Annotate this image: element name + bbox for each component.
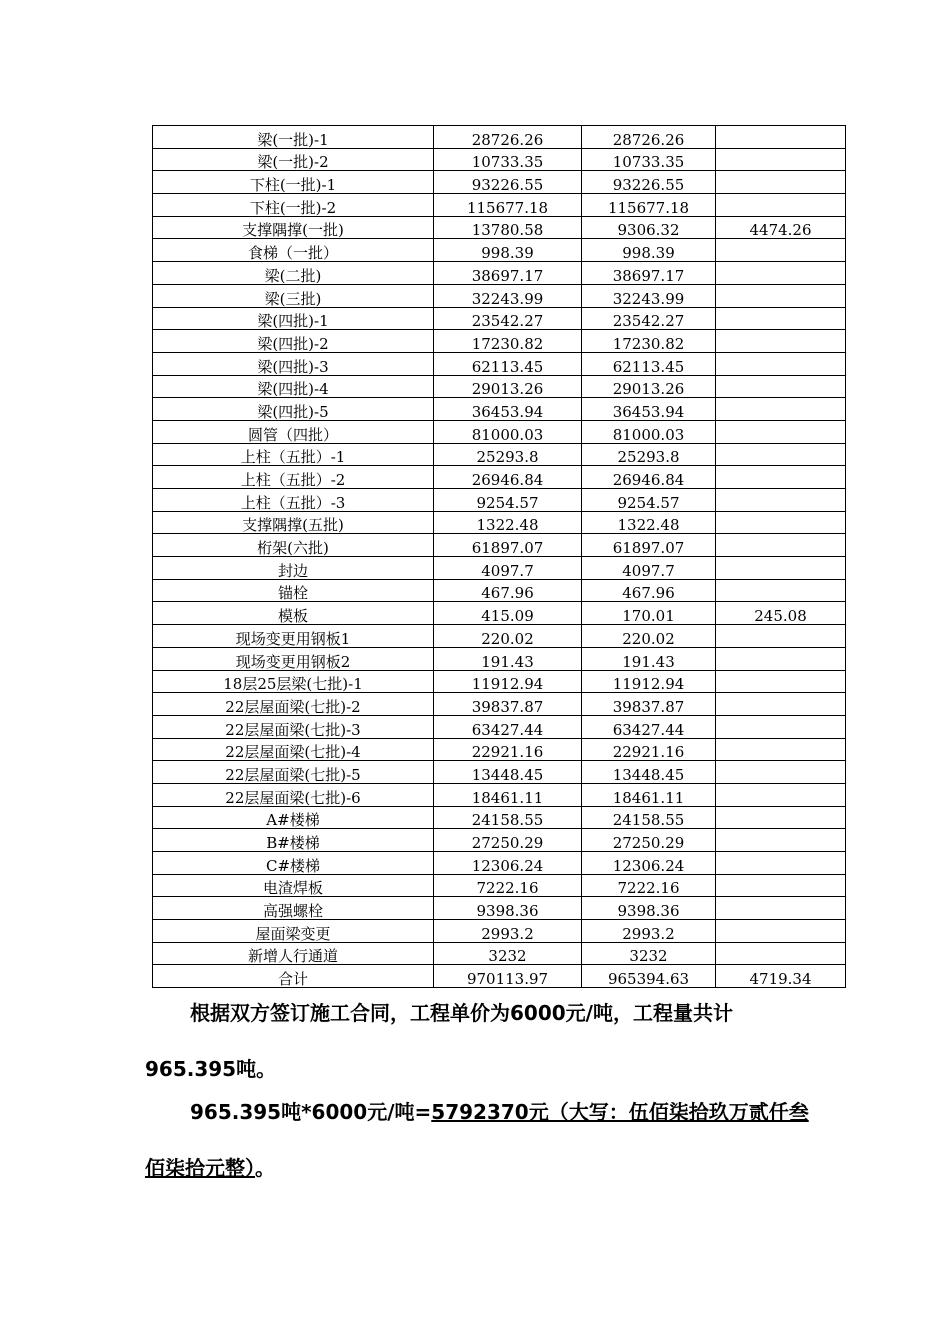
table-row (153, 330, 846, 353)
item-name-cell: 梁(一批)-1 (153, 126, 434, 149)
item-name-cell: 22层屋面梁(七批)-6 (153, 783, 434, 806)
difference-cell (716, 284, 846, 307)
item-name-cell: 锚栓 (153, 579, 434, 602)
amount-cell: 81000.03 (434, 420, 582, 443)
item-name-cell: 22层屋面梁(七批)-2 (153, 693, 434, 716)
confirmed-amount-cell: 9254.57 (582, 489, 716, 512)
amount-cell: 18461.11 (434, 783, 582, 806)
total-amount-paragraph (145, 1084, 815, 1196)
item-name-cell: 上柱（五批）-3 (153, 489, 434, 512)
difference-cell (716, 579, 846, 602)
table-row (153, 715, 846, 738)
difference-cell (716, 715, 846, 738)
confirmed-amount-cell: 7222.16 (582, 874, 716, 897)
amount-cell: 62113.45 (434, 352, 582, 375)
table-row (153, 602, 846, 625)
difference-cell (716, 852, 846, 875)
confirmed-amount-cell: 39837.87 (582, 693, 716, 716)
amount-cell: 23542.27 (434, 307, 582, 330)
confirmed-amount-cell: 12306.24 (582, 852, 716, 875)
amount-cell: 4097.7 (434, 557, 582, 580)
difference-cell: 4474.26 (716, 216, 846, 239)
table-row (153, 738, 846, 761)
amount-cell: 12306.24 (434, 852, 582, 875)
item-name-cell: 新增人行通道 (153, 942, 434, 965)
item-name-cell: 22层屋面梁(七批)-5 (153, 761, 434, 784)
confirmed-amount-cell: 2993.2 (582, 920, 716, 943)
quantity-table (152, 125, 846, 988)
item-name-cell: B#楼梯 (153, 829, 434, 852)
contract-price-paragraph (145, 985, 815, 1097)
table-row (153, 420, 846, 443)
item-name-cell: 梁(四批)-3 (153, 352, 434, 375)
table-row (153, 443, 846, 466)
item-name-cell: 下柱(一批)-2 (153, 194, 434, 217)
difference-cell (716, 557, 846, 580)
table-row (153, 852, 846, 875)
difference-cell (716, 738, 846, 761)
item-name-cell: 上柱（五批）-2 (153, 466, 434, 489)
confirmed-amount-cell: 32243.99 (582, 284, 716, 307)
amount-cell: 9398.36 (434, 897, 582, 920)
item-name-cell: 梁(二批) (153, 262, 434, 285)
confirmed-amount-cell: 10733.35 (582, 148, 716, 171)
difference-cell (716, 352, 846, 375)
item-name-cell: 食梯（一批） (153, 239, 434, 262)
table-row (153, 647, 846, 670)
difference-cell (716, 330, 846, 353)
confirmed-amount-cell: 467.96 (582, 579, 716, 602)
difference-cell (716, 171, 846, 194)
difference-cell (716, 534, 846, 557)
calculation-text: 965.395吨*6000元/吨= (190, 1100, 432, 1124)
amount-cell: 415.09 (434, 602, 582, 625)
confirmed-amount-cell: 23542.27 (582, 307, 716, 330)
amount-cell: 115677.18 (434, 194, 582, 217)
item-name-cell: 支撑隅撑(一批) (153, 216, 434, 239)
table-row (153, 489, 846, 512)
table-row (153, 534, 846, 557)
difference-cell: 4719.34 (716, 965, 846, 988)
table-row (153, 262, 846, 285)
amount-cell: 27250.29 (434, 829, 582, 852)
amount-cell: 7222.16 (434, 874, 582, 897)
item-name-cell: 现场变更用钢板1 (153, 625, 434, 648)
difference-cell (716, 897, 846, 920)
item-name-cell: 模板 (153, 602, 434, 625)
amount-cell: 28726.26 (434, 126, 582, 149)
confirmed-amount-cell: 965394.63 (582, 965, 716, 988)
amount-cell: 38697.17 (434, 262, 582, 285)
confirmed-amount-cell: 63427.44 (582, 715, 716, 738)
confirmed-amount-cell: 18461.11 (582, 783, 716, 806)
amount-cell: 25293.8 (434, 443, 582, 466)
difference-cell (716, 693, 846, 716)
table-row (153, 216, 846, 239)
amount-cell: 191.43 (434, 647, 582, 670)
item-name-cell: 支撑隅撑(五批) (153, 511, 434, 534)
amount-cell: 26946.84 (434, 466, 582, 489)
confirmed-amount-cell: 4097.7 (582, 557, 716, 580)
difference-cell (716, 942, 846, 965)
table-row (153, 239, 846, 262)
difference-cell (716, 307, 846, 330)
difference-cell (716, 829, 846, 852)
table-row (153, 511, 846, 534)
contract-price-text: 根据双方签订施工合同，工程单价为6000元/吨，工程量共计965.395吨。 (145, 1001, 733, 1081)
amount-cell: 17230.82 (434, 330, 582, 353)
item-name-cell: C#楼梯 (153, 852, 434, 875)
table-row (153, 874, 846, 897)
table-row (153, 942, 846, 965)
item-name-cell: 梁(四批)-1 (153, 307, 434, 330)
difference-cell (716, 511, 846, 534)
amount-cell: 467.96 (434, 579, 582, 602)
confirmed-amount-cell: 115677.18 (582, 194, 716, 217)
amount-cell: 32243.99 (434, 284, 582, 307)
table-row (153, 375, 846, 398)
amount-cell: 13780.58 (434, 216, 582, 239)
confirmed-amount-cell: 17230.82 (582, 330, 716, 353)
difference-cell (716, 920, 846, 943)
confirmed-amount-cell: 28726.26 (582, 126, 716, 149)
amount-cell: 93226.55 (434, 171, 582, 194)
item-name-cell: 梁(四批)-5 (153, 398, 434, 421)
amount-cell: 3232 (434, 942, 582, 965)
confirmed-amount-cell: 1322.48 (582, 511, 716, 534)
amount-cell: 39837.87 (434, 693, 582, 716)
difference-cell: 245.08 (716, 602, 846, 625)
item-name-cell: 梁(四批)-2 (153, 330, 434, 353)
confirmed-amount-cell: 81000.03 (582, 420, 716, 443)
confirmed-amount-cell: 22921.16 (582, 738, 716, 761)
table-row (153, 557, 846, 580)
item-name-cell: A#楼梯 (153, 806, 434, 829)
amount-cell: 9254.57 (434, 489, 582, 512)
confirmed-amount-cell: 11912.94 (582, 670, 716, 693)
amount-cell: 13448.45 (434, 761, 582, 784)
item-name-cell: 梁(一批)-2 (153, 148, 434, 171)
difference-cell (716, 262, 846, 285)
confirmed-amount-cell: 170.01 (582, 602, 716, 625)
amount-cell: 63427.44 (434, 715, 582, 738)
item-name-cell: 18层25层梁(七批)-1 (153, 670, 434, 693)
difference-cell (716, 194, 846, 217)
confirmed-amount-cell: 62113.45 (582, 352, 716, 375)
item-name-cell: 电渣焊板 (153, 874, 434, 897)
amount-cell: 61897.07 (434, 534, 582, 557)
item-name-cell: 梁(四批)-4 (153, 375, 434, 398)
confirmed-amount-cell: 191.43 (582, 647, 716, 670)
table-row (153, 466, 846, 489)
confirmed-amount-cell: 998.39 (582, 239, 716, 262)
total-amount-underlined: 5792370元（大写：伍佰柒拾玖万贰仟叁佰柒拾元整） (145, 1100, 809, 1180)
table-row (153, 284, 846, 307)
difference-cell (716, 806, 846, 829)
item-name-cell: 圆管（四批） (153, 420, 434, 443)
table-row (153, 670, 846, 693)
difference-cell (716, 126, 846, 149)
confirmed-amount-cell: 13448.45 (582, 761, 716, 784)
table-row (153, 783, 846, 806)
amount-cell: 22921.16 (434, 738, 582, 761)
amount-cell: 1322.48 (434, 511, 582, 534)
confirmed-amount-cell: 3232 (582, 942, 716, 965)
difference-cell (716, 375, 846, 398)
amount-cell: 29013.26 (434, 375, 582, 398)
confirmed-amount-cell: 26946.84 (582, 466, 716, 489)
table-row (153, 693, 846, 716)
item-name-cell: 梁(三批) (153, 284, 434, 307)
table-row (153, 806, 846, 829)
difference-cell (716, 420, 846, 443)
difference-cell (716, 874, 846, 897)
amount-cell: 11912.94 (434, 670, 582, 693)
item-name-cell: 下柱(一批)-1 (153, 171, 434, 194)
table-row (153, 148, 846, 171)
difference-cell (716, 398, 846, 421)
difference-cell (716, 443, 846, 466)
table-row (153, 352, 846, 375)
confirmed-amount-cell: 220.02 (582, 625, 716, 648)
item-name-cell: 22层屋面梁(七批)-3 (153, 715, 434, 738)
confirmed-amount-cell: 24158.55 (582, 806, 716, 829)
item-name-cell: 22层屋面梁(七批)-4 (153, 738, 434, 761)
item-name-cell: 现场变更用钢板2 (153, 647, 434, 670)
confirmed-amount-cell: 61897.07 (582, 534, 716, 557)
item-name-cell: 桁架(六批) (153, 534, 434, 557)
amount-cell: 10733.35 (434, 148, 582, 171)
difference-cell (716, 670, 846, 693)
difference-cell (716, 489, 846, 512)
confirmed-amount-cell: 36453.94 (582, 398, 716, 421)
table-row (153, 126, 846, 149)
table-row (153, 194, 846, 217)
table-row (153, 920, 846, 943)
difference-cell (716, 761, 846, 784)
table-row (153, 625, 846, 648)
difference-cell (716, 647, 846, 670)
difference-cell (716, 239, 846, 262)
quantity-table-body (153, 126, 846, 988)
confirmed-amount-cell: 25293.8 (582, 443, 716, 466)
difference-cell (716, 466, 846, 489)
table-row (153, 171, 846, 194)
table-row (153, 761, 846, 784)
confirmed-amount-cell: 93226.55 (582, 171, 716, 194)
amount-cell: 220.02 (434, 625, 582, 648)
item-name-cell: 上柱（五批）-1 (153, 443, 434, 466)
confirmed-amount-cell: 9306.32 (582, 216, 716, 239)
difference-cell (716, 783, 846, 806)
amount-cell: 970113.97 (434, 965, 582, 988)
period-text: 。 (255, 1156, 275, 1180)
table-row (153, 398, 846, 421)
difference-cell (716, 625, 846, 648)
table-row (153, 307, 846, 330)
item-name-cell: 高强螺栓 (153, 897, 434, 920)
confirmed-amount-cell: 9398.36 (582, 897, 716, 920)
amount-cell: 998.39 (434, 239, 582, 262)
amount-cell: 36453.94 (434, 398, 582, 421)
difference-cell (716, 148, 846, 171)
item-name-cell: 屋面梁变更 (153, 920, 434, 943)
amount-cell: 2993.2 (434, 920, 582, 943)
table-row (153, 579, 846, 602)
confirmed-amount-cell: 27250.29 (582, 829, 716, 852)
table-row (153, 897, 846, 920)
table-row (153, 829, 846, 852)
amount-cell: 24158.55 (434, 806, 582, 829)
item-name-cell: 封边 (153, 557, 434, 580)
confirmed-amount-cell: 38697.17 (582, 262, 716, 285)
item-name-cell: 合计 (153, 965, 434, 988)
confirmed-amount-cell: 29013.26 (582, 375, 716, 398)
